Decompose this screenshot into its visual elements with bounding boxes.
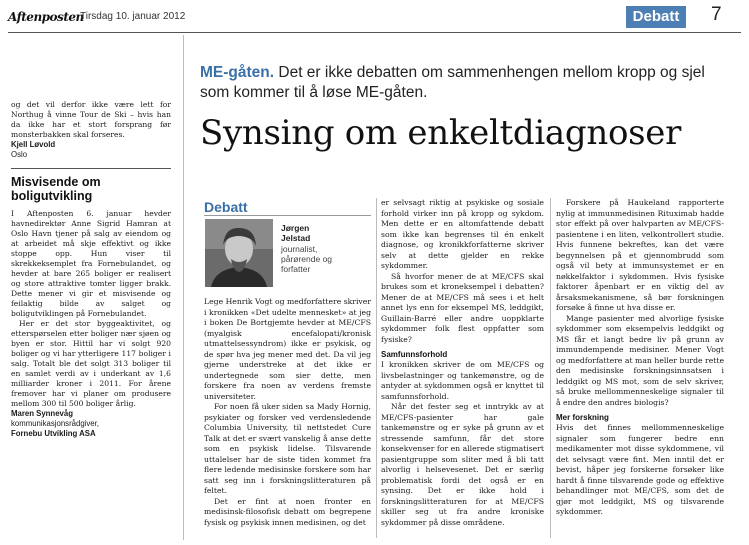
- article-paragraph: Når det fester seg et inntrykk av at ME/CFS-pasienter har gale tankemønstre og er syke på grunn av et stressende samfunn, får det store konsekvenser for en allerede stigmatisert pasientgruppe som sliter med å bli tatt alvorlig i helsevesenet. Det er særlig problematisk fordi det også er en synsing. Det er ikke hold i forskningslitteraturen for at ME/CFS skiller seg ut fra andre kroniske sykdommer på disse områdene.: [381, 402, 544, 527]
- section-badge: Debatt: [626, 6, 686, 28]
- column-divider: [550, 198, 551, 538]
- article-paragraph: For noen få uker siden sa Mady Hornig, psykiater og forsker ved verdensledende Columbia University, til nettstedet Cure Talk at det er svært vanskelig å anse dette som en psykisk lidelse. Tilsvarende uttalelser har de siste tiden kommet fra flere ledende medisinske forskere som har satt seg inn i forskningslitteraturen på feltet.: [204, 402, 371, 495]
- article-paragraph: I kronikken skriver de om ME/CFS og livsbelastninger og tankemønstre, og de antyder at sykdommen også er knyttet til samfunnsforhold.: [381, 360, 544, 401]
- column-divider: [183, 35, 184, 540]
- article-paragraph: Forskere på Haukeland rapporterte nylig at immunmedisinen Rituximab hadde stor effekt på over halvparten av ME/CFS-pasientene i en liten, velkontrollert studie. Hvis funnene bekreftes, kan det være begynnelsen på et gjennombrudd som også vil bety at immunsystemet er en nøkkelfaktor i sykdommen. Hvis fysiske faktorer åpenbart er en viktig del av årsaksmekanismene, så bør forskningen forsøke å finne ut hva disse er.: [556, 198, 724, 312]
- author-role: forfatter: [281, 264, 311, 274]
- article-column-1: [204, 297, 371, 528]
- article-paragraph: er selvsagt riktig at psykiske og sosiale forhold virker inn på kropp og sykdom. Men dette er en altomfattende debatt som ikke kan begrenses til én enkelt diagnose, og kronikkforfatterne skriver selv at dette gjelder en rekke sykdommer.: [381, 198, 544, 270]
- letter-author-name: Maren Synnevåg: [11, 409, 73, 418]
- letter-divider: [11, 168, 171, 169]
- article-paragraph: Mange pasienter med alvorlige fysiske sykdommer som eksempelvis leddgikt og MS får et langt bedre liv på grunn av immundempende medisiner. Mener Vogt og medforfattere at man heller burde rette den medisinske forskningsinnsatsen i leddgikt og MS mot, som de selv skriver, så bruke mellommenneskelige signaler til å endre den andres biologis?: [556, 313, 724, 407]
- letter-paragraph: Her er det stor byggeaktivitet, og etterspørselen etter boliger nær sjøen og byen er stor. Hittil har vi solgt 920 boliger og vi har ytterligere 117 boliger i salg. Totalt ble det solgt 313 boliger til en samlet verdi av i underkant av 1,6 milliarder kroner i 2011. For årene fremover har vi planer om produsere mellom 300 til 500 boliger årlig.: [11, 319, 171, 408]
- author-first-name: Jørgen: [281, 223, 310, 233]
- kicker-text: Det er ikke debatten om sammenhengen mellom kropp og sjel som kommer til å løse ME-gåten.: [200, 64, 705, 101]
- prev-letter-author: Kjell Løvold: [11, 140, 56, 149]
- author-role: pårørende og: [281, 254, 333, 264]
- author-name: [281, 223, 310, 243]
- article-paragraph: Hvis det finnes mellommenneskelige signaler som fungerer bedre enn medikamenter mot disse sykdommene, vil det selvsagt være fint. Men inntil det er bevist, håper jeg forskerne forsøker like hardt å finne tilsvarende gode og effektive behandlinger mot ME/CFS, som det de gjør mot leddgikt, MS og tilsvarende sykdommer.: [556, 423, 724, 516]
- article-subheading: Samfunnsforhold: [381, 350, 448, 359]
- article-column-3: [556, 198, 724, 518]
- letter-author-org: Fornebu Utvikling ASA: [11, 429, 96, 438]
- article-kicker: [200, 63, 730, 103]
- masthead-logo: Aftenposten: [8, 10, 84, 24]
- letter-headline: Misvisende om boligutvikling: [11, 175, 101, 203]
- author-photo: [205, 219, 273, 287]
- kicker-lead: ME-gåten.: [200, 64, 275, 81]
- article-section-label: Debatt: [204, 198, 371, 216]
- continued-letter-text: og det vil derfor ikke være lett for Northug å vinne Tour de Ski – hvis han da ikke har et stort forsprang før monsterbakken skal forseres.: [11, 100, 171, 139]
- article-subheading: Mer forskning: [556, 413, 609, 422]
- letter-paragraph: I Aftenposten 6. januar hevder havnedirektør Anne Sigrid Hamran at Oslo Havn tjener på salg av eiendom og at arbeidet må skje effektivt og ikke stoppe opp. Hun viser til skrekkeksemplet fra Fornebulandet, og hevder at bare 265 boliger er realisert og store attraktive tomter ligger brakk. Dette mener vi gir et misvisende og feilaktig bilde av salget og boligutviklingen på Fornebulandet.: [11, 209, 171, 318]
- article-paragraph: Lege Henrik Vogt og medforfattere skriver i kronikken «Det udelte mennesket» at jeg i boken De Bortgjemte hevder at ME/CFS (myalgisk encefalopati/kronisk utmattelsessyndrom) ikke er psykisk, og de spør hva jeg mener med det. Da vil jeg gjerne understreke at det ikke er undertegnede som sier dette, men forskere fra noen av verdens fremste universiteter.: [204, 297, 371, 401]
- author-roles: [281, 244, 371, 274]
- article-paragraph: Så hvorfor mener de at ME/CFS skal brukes som et kroneksempel i debatten? Mener de at ME/CFS må sees i et helt annet lys enn for eksempel MS, leddgikt, Guillain-Barré eller andre uoppklarte sykdommer folk flest oppfatter som fysiske?: [381, 271, 544, 344]
- author-last-name: Jelstad: [281, 233, 311, 243]
- issue-date: Tirsdag 10. januar 2012: [80, 11, 186, 22]
- article-headline: Synsing om enkeltdiagnoser: [200, 113, 682, 153]
- letter-author-title: kommunikasjonsrådgiver,: [11, 419, 99, 428]
- author-role: journalist,: [281, 244, 318, 254]
- header-rule: [8, 32, 741, 33]
- column-divider: [376, 198, 377, 538]
- left-letters-column: [11, 100, 171, 439]
- article-column-2: [381, 198, 544, 528]
- article-paragraph: Det er fint at noen fronter en medisinsk-filosofisk debatt om begrepene fysisk og psykisk innen medisinen, og det: [204, 496, 371, 527]
- prev-letter-place: Oslo: [11, 150, 28, 159]
- page-number: 7: [711, 4, 722, 25]
